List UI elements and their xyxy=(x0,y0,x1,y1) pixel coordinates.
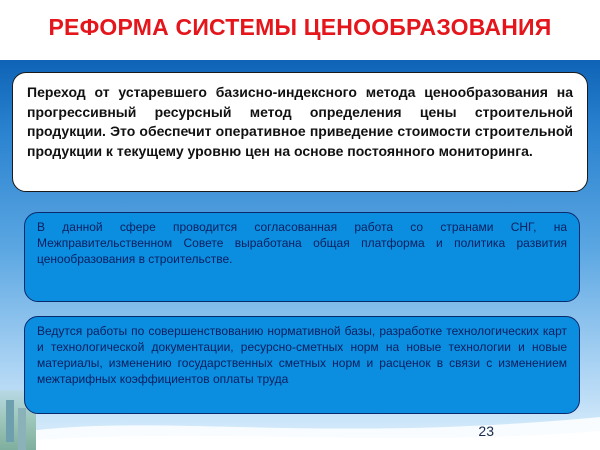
info-box-norms xyxy=(24,316,580,414)
slide-title: РЕФОРМА СИСТЕМЫ ЦЕНООБРАЗОВАНИЯ xyxy=(48,14,552,40)
main-point-box xyxy=(12,72,588,192)
info-box-cis xyxy=(24,212,580,302)
title-bar xyxy=(0,0,600,60)
page-number: 23 xyxy=(478,423,494,439)
info-box-cis-text: В данной сфере проводится согласованная работа со странами СНГ, на Межправительственном Совете выработана общая платформа и политика развития ценообразования в строительстве. xyxy=(37,220,567,266)
info-box-norms-text: Ведутся работы по совершенствованию нормативной базы, разработке технологических карт и технологической документации, ресурсно-сметных норм на новые технологии и новые материалы, изменению государственных сметных норм и расценок в связи с изменением межтарифных коэффициентов оплаты труда xyxy=(37,324,567,386)
main-point-text: Переход от устаревшего базисно-индексного метода ценообразования на прогрессивный ресурсный метод определения цены строительной продукции. Это обеспечит оперативное приведение стоимости строительной продукции к текущему уровню цен на основе постоянного мониторинга. xyxy=(27,84,573,159)
